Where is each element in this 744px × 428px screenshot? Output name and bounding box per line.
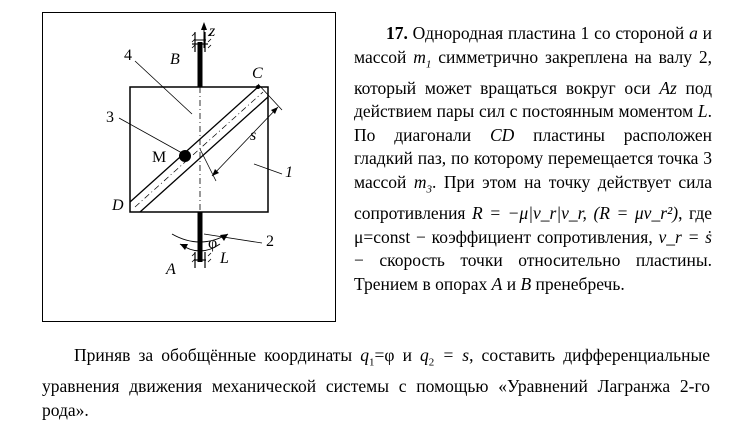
problem-text-7: . При этом на точку действует сила сопротивления <box>354 172 712 224</box>
problem-text-3: симметрично закреплена на валу 2, который может вращаться вокруг оси <box>354 46 712 98</box>
label-phi: φ <box>208 235 218 252</box>
label-C: C <box>252 65 263 82</box>
problem-text-8: , где μ=const − коэффициент сопротивления, <box>354 203 712 247</box>
task-paragraph <box>42 344 710 422</box>
label-4: 4 <box>124 47 132 64</box>
s-dimension <box>200 84 282 181</box>
problem-text-11: пренебречь. <box>531 273 625 294</box>
problem-statement <box>354 22 712 297</box>
var-m3: m <box>413 172 427 193</box>
var-q2: q <box>420 345 429 365</box>
task-text-2: и <box>394 345 421 365</box>
var-m3-sub: 3 <box>426 183 433 196</box>
label-M: M <box>152 149 167 166</box>
var-a: a <box>689 23 698 43</box>
var-Az: Az <box>659 77 677 98</box>
label-A: A <box>166 261 176 278</box>
corner-C-dot <box>256 85 260 89</box>
task-text-1: Приняв за обобщённые координаты <box>74 345 361 365</box>
plate-1 <box>130 87 268 212</box>
var-m1-sub: 1 <box>425 58 432 71</box>
label-z: z <box>209 23 216 40</box>
problem-text-1: Однородная пластина 1 со стороной <box>407 23 690 43</box>
label-L: L <box>220 250 229 267</box>
label-D: D <box>112 197 124 214</box>
var-q2-sub: 2 <box>428 356 435 369</box>
label-1: 1 <box>285 164 293 181</box>
leader-3 <box>119 118 182 153</box>
problem-number: 17. <box>386 23 408 43</box>
problem-text-10: и <box>502 273 521 294</box>
formula-velocity: v_r = ṡ <box>658 226 712 247</box>
task-text-3: , составить дифференциальные уравнения движения механической системы с помощью «Уравнений Лагранжа 2-го рода». <box>42 345 711 420</box>
var-CD: CD <box>490 124 515 145</box>
problem-text-4: под действием пары сил с постоянным моментом <box>354 77 713 122</box>
var-A: A <box>491 273 503 294</box>
problem-text-2: и массой <box>354 23 712 67</box>
groove-CD <box>130 87 268 212</box>
formula-resistance: R = −μ|v_r|v_r, (R = μv_r²) <box>472 203 679 224</box>
var-q2-val: = s <box>434 345 470 365</box>
point-M <box>179 150 191 162</box>
var-L: L <box>697 101 708 122</box>
problem-text-9: − скорость точки относительно пластины. Трением в опорах <box>354 250 712 294</box>
label-s: s <box>250 127 257 144</box>
var-q1-val: =φ <box>374 345 395 365</box>
var-B: B <box>520 273 532 294</box>
var-m1: m <box>413 46 426 67</box>
label-2: 2 <box>266 233 274 250</box>
task-statement <box>42 344 710 422</box>
label-B: B <box>170 51 180 68</box>
problem-text-6: пластины расположен гладкий паз, по которому перемещается точка 3 массой <box>354 124 712 193</box>
var-q1: q <box>360 345 370 365</box>
var-q1-sub: 1 <box>369 356 375 369</box>
problem-text-5: . По диагонали <box>354 101 712 145</box>
problem-paragraph <box>354 22 712 297</box>
label-3: 3 <box>106 109 114 126</box>
mechanism-diagram <box>42 12 336 322</box>
